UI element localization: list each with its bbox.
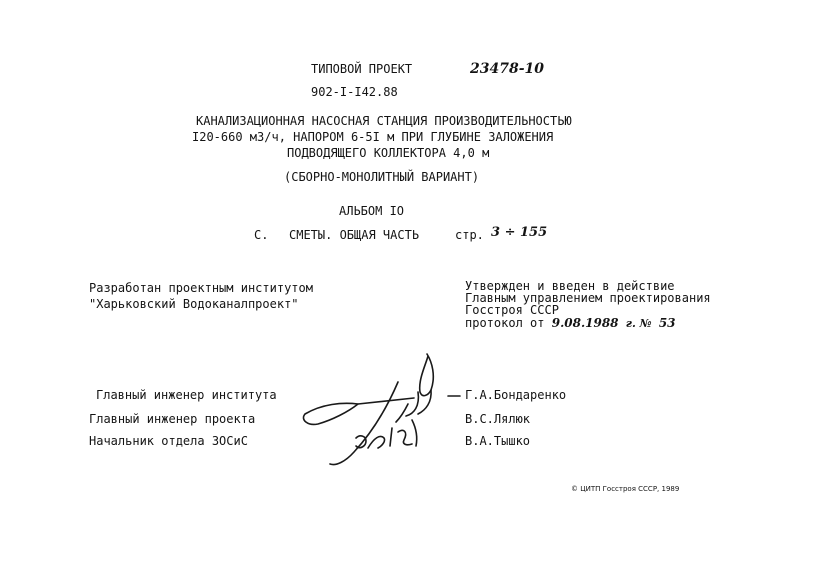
copyright-notice: © ЦИТП Госстроя СССР, 1989 (571, 485, 680, 493)
signatory-name-3: В.А.Тышко (465, 434, 531, 448)
pages-range: 3 ÷ 155 (491, 225, 548, 240)
protocol-number-prefix: г. № (625, 317, 652, 330)
protocol-prefix: протокол от (465, 316, 545, 330)
approval-line-1: Утвержден и введен в действие (465, 279, 675, 293)
title-line-3: ПОДВОДЯЩЕГО КОЛЛЕКТОРА 4,0 м (287, 146, 490, 160)
signatory-name-1: Г.А.Бондаренко (465, 388, 567, 402)
protocol-number: 53 (658, 316, 676, 330)
project-number: 23478-10 (470, 61, 544, 77)
signature-3-b (356, 436, 366, 448)
signatory-role-3: Начальник отдела ЗОСиС (89, 434, 248, 448)
signature-2-stroke (396, 404, 408, 422)
approval-line-3: Госстроя СССР (465, 303, 559, 317)
signature-3-tail (412, 420, 417, 446)
title-line-2: I20-660 м3/ч, НАПОРОМ 6-5I м ПРИ ГЛУБИНЕ ЗАЛОЖЕНИЯ (192, 130, 554, 144)
protocol-date: 9.08.1988 (551, 316, 619, 330)
signature-3-p (368, 436, 385, 448)
approval-line-2: Главным управлением проектирования (465, 291, 711, 305)
signature-2-line (358, 398, 414, 404)
section-letter: С. (254, 228, 269, 242)
signature-2-leaf (303, 403, 358, 424)
project-label: ТИПОВОЙ ПРОЕКТ (311, 62, 413, 76)
title-line-1: КАНАЛИЗАЦИОННАЯ НАСОСНАЯ СТАНЦИЯ ПРОИЗВОДИТЕЛЬНОСТЬЮ (196, 114, 572, 128)
pages-prefix: стр. (455, 228, 484, 242)
signatory-name-2: В.С.Лялюк (465, 412, 531, 426)
section-name: СМЕТЫ. ОБЩАЯ ЧАСТЬ (289, 228, 420, 242)
signatory-role-2: Главный инженер проекта (89, 412, 256, 426)
developer-line-1: Разработан проектным институтом (89, 281, 313, 295)
project-code: 902-I-I42.88 (311, 85, 398, 99)
signatory-role-1: Главный инженер института (96, 388, 277, 402)
album-label: АЛЬБОМ IO (339, 204, 405, 218)
signature-2-slash (330, 382, 398, 465)
signature-3-s (398, 430, 412, 444)
developer-line-2: "Харьковский Водоканалпроект" (89, 297, 299, 311)
variant-label: (СБОРНО-МОНОЛИТНЫЙ ВАРИАНТ) (284, 170, 480, 184)
signature-3-i (390, 428, 392, 446)
